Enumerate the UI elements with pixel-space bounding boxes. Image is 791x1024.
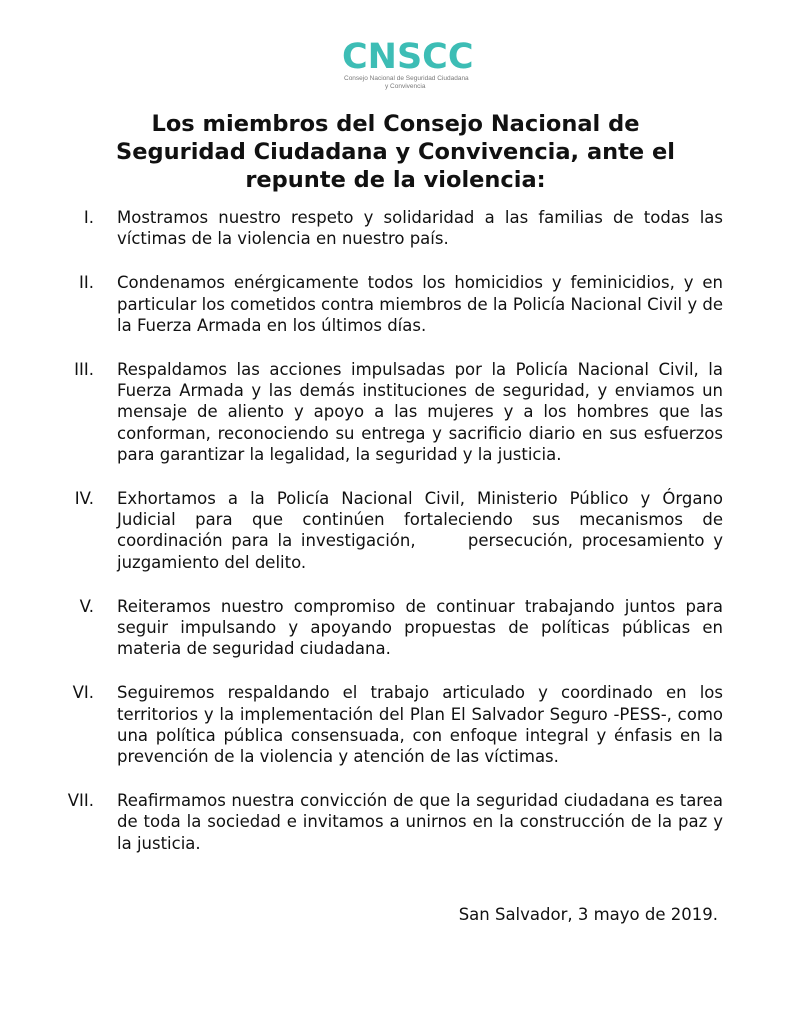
- list-item: [60, 488, 729, 573]
- item-text: Reafirmamos nuestra convicción de que la seguridad ciudadana es tarea de toda la sociedad e invitamos a unirnos en la construcción de la paz y la justicia.: [117, 791, 723, 853]
- item-text: Exhortamos a la Policía Nacional Civil, Ministerio Público y Órgano Judicial para que continúen fortaleciendo sus mecanismos de coordinación para la investigación, persecución, procesamiento y juzgamiento del delito.: [117, 489, 729, 572]
- cnscc-logo: [342, 37, 482, 94]
- list-item: [60, 359, 724, 465]
- item-number: VII.: [67, 791, 94, 811]
- item-text: Mostramos nuestro respeto y solidaridad a las familias de todas las víctimas de la violencia en nuestro país.: [117, 208, 723, 249]
- item-text: Respaldamos las acciones impulsadas por la Policía Nacional Civil, la Fuerza Armada y las demás instituciones de seguridad, y enviamos un mensaje de aliento y apoyo a las mujeres y a los hombres que las conforman, reconociendo su entrega y sacrificio diario en sus esfuerzos para garantizar la legalidad, la seguridad y la justicia.: [117, 360, 723, 464]
- list-item: [60, 790, 724, 854]
- item-number: II.: [79, 273, 94, 293]
- signoff-date: San Salvador, 3 mayo de 2019.: [458, 905, 718, 924]
- item-number: I.: [83, 208, 94, 227]
- logo-subtitle-line1: Consejo Nacional de Seguridad Ciudadana: [344, 75, 469, 82]
- item-number: III.: [74, 360, 94, 380]
- list-item: [60, 272, 724, 336]
- logo-mark: CNSCC: [342, 37, 474, 77]
- list-item: [60, 596, 724, 660]
- list-item: [60, 207, 724, 249]
- item-number: IV.: [74, 489, 94, 509]
- logo-subtitle-line2: y Convivencia: [385, 83, 426, 90]
- statement-list: [60, 207, 729, 877]
- item-text: Seguiremos respaldando el trabajo articulado y coordinado en los territorios y la implementación del Plan El Salvador Seguro -PESS-, como una política pública consensuada, con enfoque integral y énfasis en la prevención de la violencia y atención de las víctimas.: [117, 683, 723, 767]
- item-text: Reiteramos nuestro compromiso de continuar trabajando juntos para seguir impulsando y apoyando propuestas de políticas públicas en materia de seguridad ciudadana.: [117, 596, 723, 659]
- item-number: V.: [79, 596, 94, 616]
- list-item: [60, 682, 724, 767]
- item-text: Condenamos enérgicamente todos los homicidios y feminicidios, y en particular los cometidos contra miembros de la Policía Nacional Civil y de la Fuerza Armada en los últimos días.: [117, 273, 723, 335]
- document-title: Los miembros del Consejo Nacional de Seguridad Ciudadana y Convivencia, ante el repunte de la violencia:: [116, 111, 675, 193]
- item-number: VI.: [72, 683, 94, 703]
